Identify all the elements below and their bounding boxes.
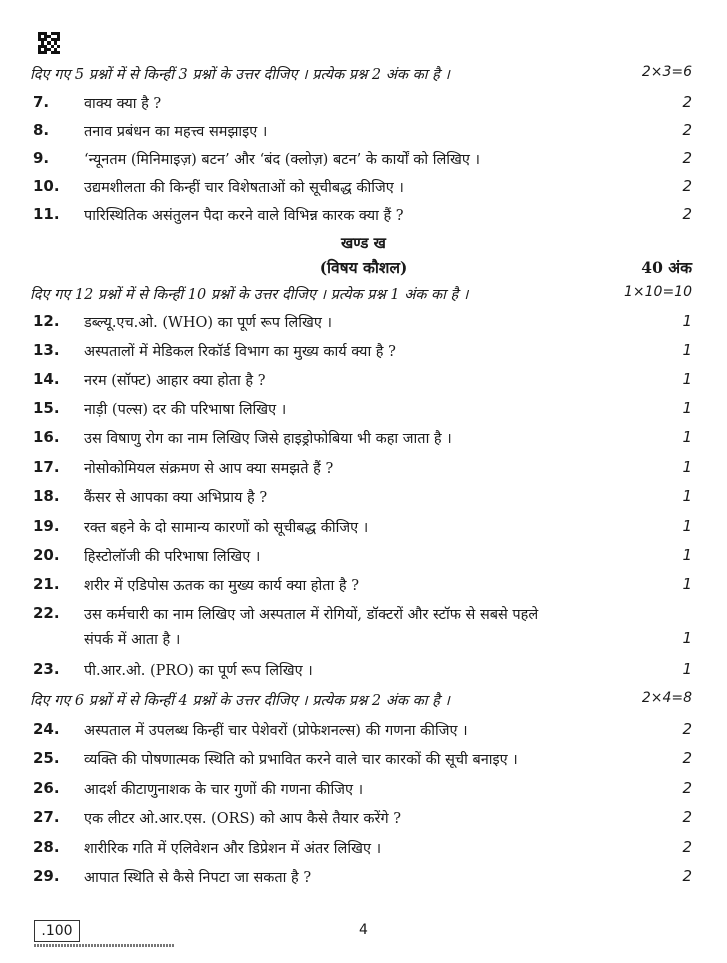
question-marks: 2 [682, 808, 692, 826]
question-row [0, 720, 727, 744]
question-row [0, 149, 727, 173]
question-text: एक लीटर ओ.आर.एस. (ORS) को आप कैसे तैयार करेंगे ? [84, 811, 401, 827]
question-marks: 1 [682, 629, 692, 647]
question-marks: 1 [682, 487, 692, 505]
question-number: 25. [33, 749, 60, 767]
question-row [0, 428, 727, 452]
instruction-row [0, 690, 727, 714]
question-marks: 2 [682, 205, 692, 223]
question-text: शरीर में एडिपोस ऊतक का मुख्य कार्य क्या होता है ? [84, 578, 359, 594]
question-marks: 1 [682, 546, 692, 564]
question-marks: 1 [682, 660, 692, 678]
question-number: 27. [33, 808, 60, 826]
section-marks: 40 अंक [641, 258, 692, 277]
question-text: अस्पताल में उपलब्ध किन्हीं चार पेशेवरों (प्रोफेशनल्स) की गणना कीजिए । [84, 723, 468, 739]
question-text: नाड़ी (पल्स) दर की परिभाषा लिखिए । [84, 402, 287, 418]
question-row [0, 604, 727, 628]
instruction-row [0, 64, 727, 88]
question-row [0, 458, 727, 482]
question-number: 23. [33, 660, 60, 678]
section-title: खण्ड ख [341, 234, 386, 252]
question-row [0, 575, 727, 599]
question-marks: 1 [682, 428, 692, 446]
question-row [0, 93, 727, 117]
question-text: अस्पतालों में मेडिकल रिकॉर्ड विभाग का मुख्य कार्य क्या है ? [84, 344, 396, 360]
question-row [0, 399, 727, 423]
instruction-row [0, 284, 727, 308]
question-marks: 2 [682, 749, 692, 767]
question-text: कैंसर से आपका क्या अभिप्राय है ? [84, 490, 268, 506]
question-marks: 1 [682, 458, 692, 476]
section-subtitle-row [0, 256, 727, 280]
question-text: नरम (सॉफ्ट) आहार क्या होता है ? [84, 373, 266, 389]
question-number: 18. [33, 487, 60, 505]
question-row [0, 205, 727, 229]
question-number: 26. [33, 779, 60, 797]
question-row [0, 312, 727, 336]
question-text: नोसोकोमियल संक्रमण से आप क्या समझते हैं ? [84, 461, 334, 477]
question-row [0, 546, 727, 570]
question-number: 7. [33, 93, 50, 111]
question-marks: 1 [682, 341, 692, 359]
question-number: 28. [33, 838, 60, 856]
question-marks: 2 [682, 121, 692, 139]
section-subtitle: (विषय कौशल) [319, 258, 408, 277]
question-number: 13. [33, 341, 60, 359]
question-marks: 1 [682, 312, 692, 330]
qr-code-icon [38, 32, 60, 54]
question-row [0, 517, 727, 541]
question-text: हिस्टोलॉजी की परिभाषा लिखिए । [84, 549, 261, 565]
question-number: 24. [33, 720, 60, 738]
question-row-continued [0, 629, 727, 653]
question-row [0, 867, 727, 891]
page-number: 4 [359, 922, 368, 938]
marks-formula: 2×4=8 [641, 690, 692, 706]
instruction-text: दिए गए 12 प्रश्नों में से किन्हीं 10 प्रश्नों के उत्तर दीजिए । प्रत्येक प्रश्न 1 अंक का है । [30, 287, 469, 303]
question-marks: 2 [682, 720, 692, 738]
question-number: 22. [33, 604, 60, 622]
question-marks: 1 [682, 517, 692, 535]
question-marks: 2 [682, 177, 692, 195]
footer-fine-print [34, 944, 174, 947]
question-text: डब्ल्यू.एच.ओ. (WHO) का पूर्ण रूप लिखिए । [84, 315, 332, 331]
question-row [0, 177, 727, 201]
question-text: ‘न्यूनतम (मिनिमाइज़) बटन’ और ‘बंद (क्लोज़) बटन’ के कार्यों को लिखिए । [84, 152, 481, 168]
question-number: 12. [33, 312, 60, 330]
question-number: 21. [33, 575, 60, 593]
question-number: 9. [33, 149, 50, 167]
instruction-text: दिए गए 6 प्रश्नों में से किन्हीं 4 प्रश्नों के उत्तर दीजिए । प्रत्येक प्रश्न 2 अंक का है । [30, 693, 450, 709]
question-marks: 1 [682, 575, 692, 593]
question-row [0, 370, 727, 394]
question-number: 10. [33, 177, 60, 195]
question-text: व्यक्ति की पोषणात्मक स्थिति को प्रभावित करने वाले चार कारकों की सूची बनाइए । [84, 752, 518, 768]
question-number: 19. [33, 517, 60, 535]
question-marks: 1 [682, 399, 692, 417]
question-marks: 2 [682, 93, 692, 111]
question-number: 17. [33, 458, 60, 476]
marks-formula: 1×10=10 [624, 284, 692, 300]
question-text: पारिस्थितिक असंतुलन पैदा करने वाले विभिन्न कारक क्या हैं ? [84, 208, 404, 224]
question-row [0, 487, 727, 511]
question-row [0, 779, 727, 803]
question-text-continued: संपर्क में आता है । [84, 632, 181, 648]
question-number: 20. [33, 546, 60, 564]
question-number: 8. [33, 121, 50, 139]
question-row [0, 341, 727, 365]
question-marks: 2 [682, 838, 692, 856]
question-marks: 2 [682, 867, 692, 885]
question-text: शारीरिक गति में एलिवेशन और डिप्रेशन में अंतर लिखिए । [84, 841, 382, 857]
question-text: उस कर्मचारी का नाम लिखिए जो अस्पताल में रोगियों, डॉक्टरों और स्टॉफ से सबसे पहले [84, 607, 539, 623]
question-marks: 1 [682, 370, 692, 388]
question-row [0, 660, 727, 684]
question-row [0, 749, 727, 773]
question-number: 14. [33, 370, 60, 388]
question-text: उस विषाणु रोग का नाम लिखिए जिसे हाइड्रोफोबिया भी कहा जाता है । [84, 431, 452, 447]
question-text: तनाव प्रबंधन का महत्त्व समझाइए । [84, 124, 268, 140]
question-marks: 2 [682, 149, 692, 167]
question-row [0, 808, 727, 832]
question-row [0, 838, 727, 862]
question-text: रक्त बहने के दो सामान्य कारणों को सूचीबद्ध कीजिए । [84, 520, 369, 536]
question-number: 15. [33, 399, 60, 417]
question-text: पी.आर.ओ. (PRO) का पूर्ण रूप लिखिए । [84, 663, 313, 679]
instruction-text: दिए गए 5 प्रश्नों में से किन्हीं 3 प्रश्नों के उत्तर दीजिए । प्रत्येक प्रश्न 2 अंक का है । [30, 67, 450, 83]
paper-code: .100 [34, 920, 80, 942]
marks-formula: 2×3=6 [641, 64, 692, 80]
question-number: 11. [33, 205, 60, 223]
question-marks: 2 [682, 779, 692, 797]
question-row [0, 121, 727, 145]
question-number: 29. [33, 867, 60, 885]
question-text: उद्यमशीलता की किन्हीं चार विशेषताओं को सूचीबद्ध कीजिए । [84, 180, 404, 196]
question-text: आदर्श कीटाणुनाशक के चार गुणों की गणना कीजिए । [84, 782, 364, 798]
question-text: आपात स्थिति से कैसे निपटा जा सकता है ? [84, 870, 312, 886]
question-text: वाक्य क्या है ? [84, 96, 162, 112]
question-number: 16. [33, 428, 60, 446]
